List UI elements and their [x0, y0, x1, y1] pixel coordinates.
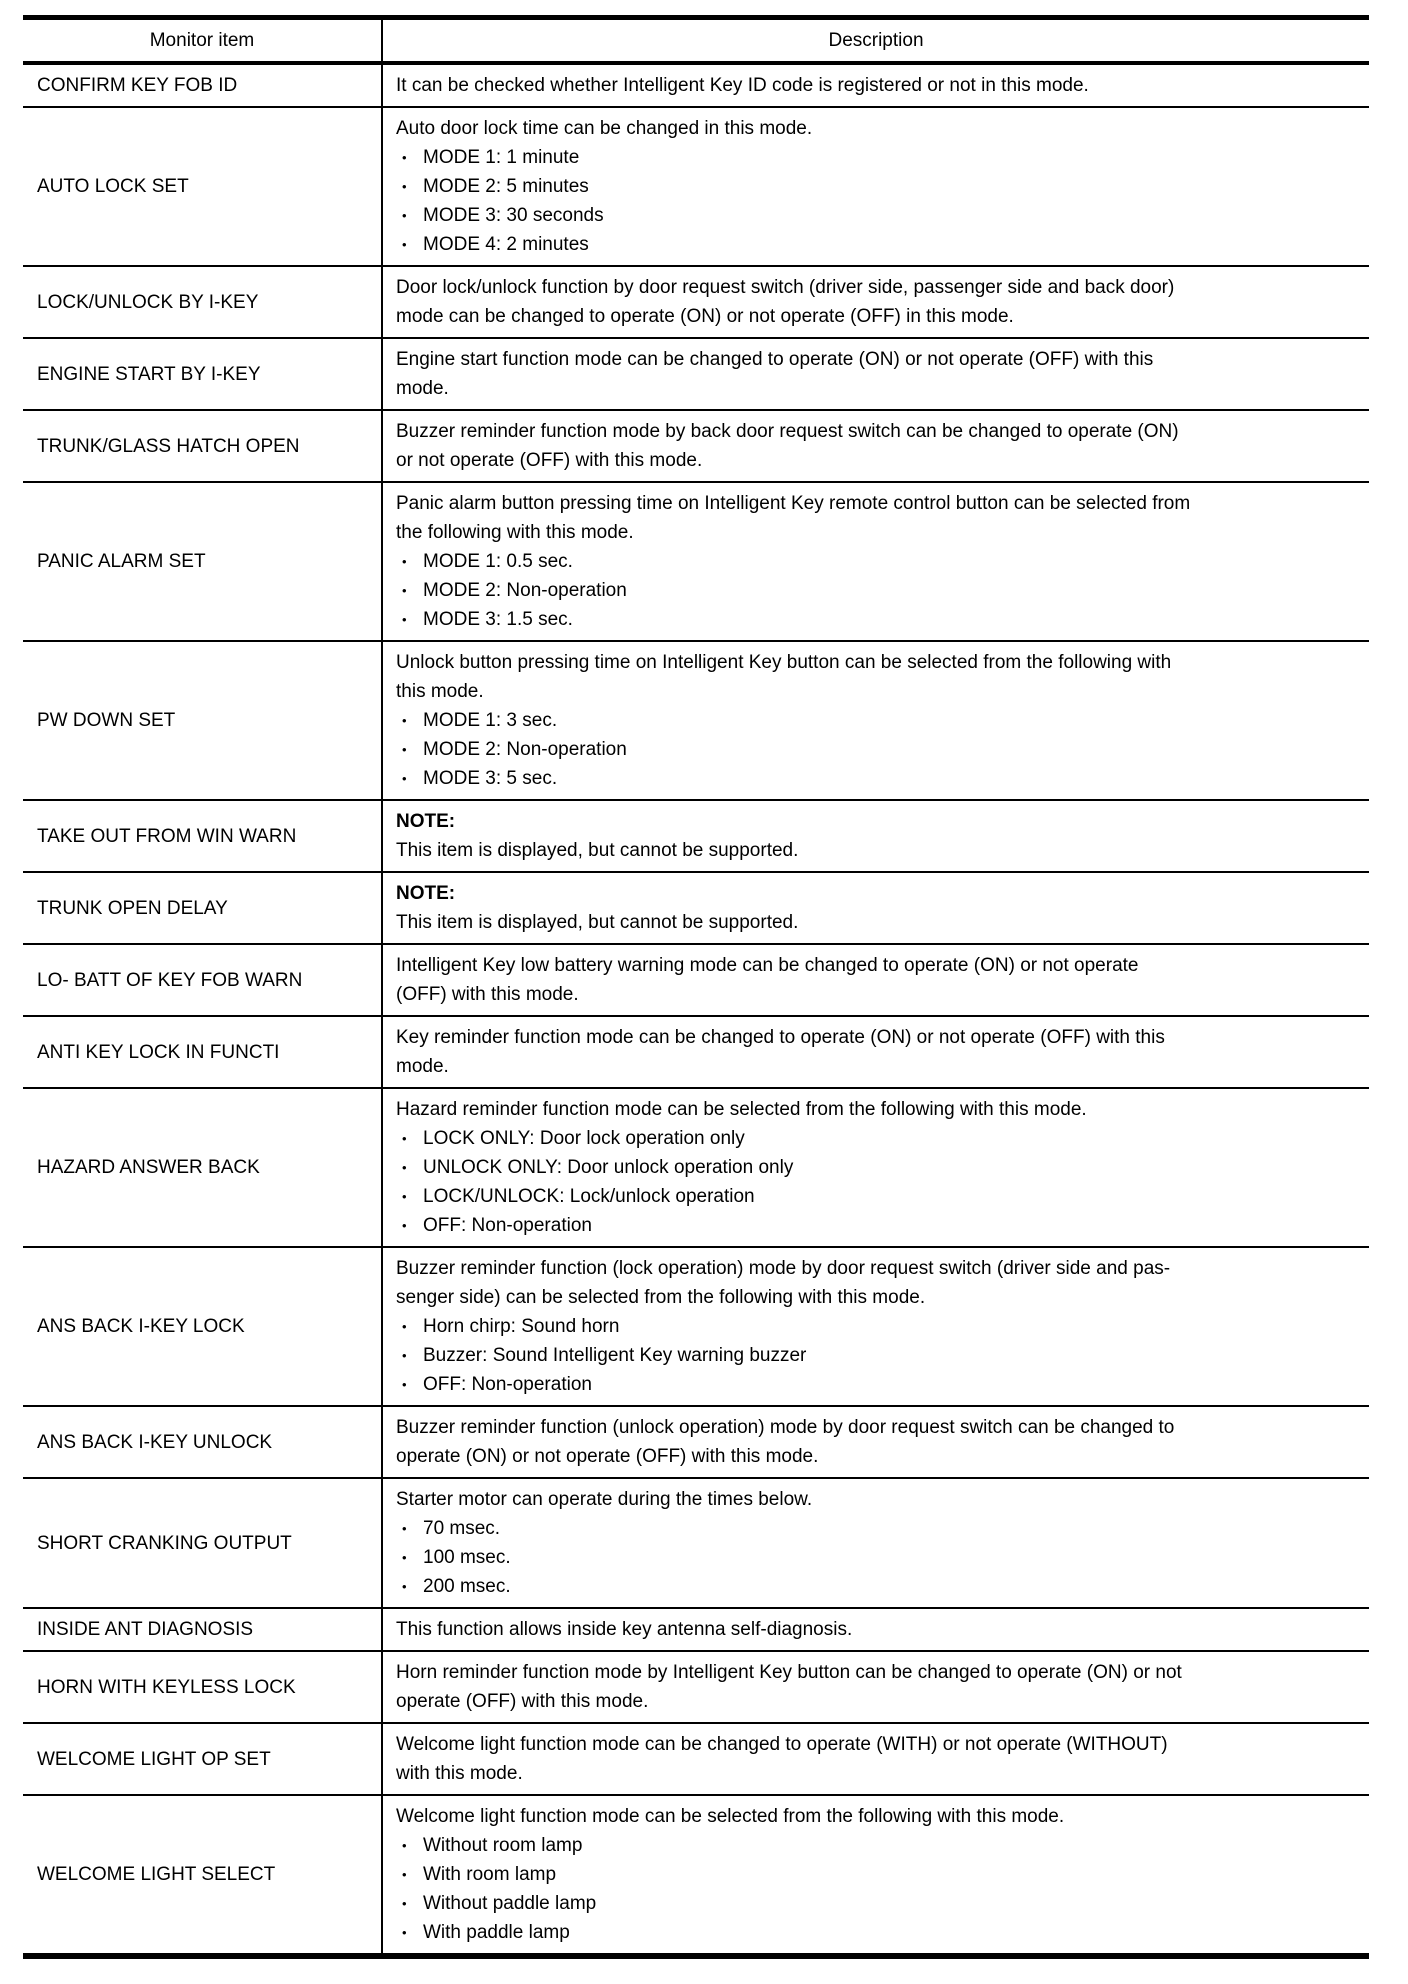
bullet-icon: • [402, 742, 407, 757]
description-cell [383, 801, 1369, 871]
description-line: Buzzer reminder function (unlock operation) mode by door request switch can be changed to [396, 1417, 1175, 1438]
description-line: or not operate (OFF) with this mode. [396, 450, 703, 471]
monitor-item-cell [23, 267, 383, 337]
bullet-text: MODE 2: Non-operation [423, 739, 627, 760]
bullet-icon: • [402, 1925, 407, 1940]
monitor-item-cell [23, 1017, 383, 1087]
table-header-row [23, 20, 1369, 65]
description-cell [383, 1407, 1369, 1477]
bullet-item [396, 143, 1361, 172]
monitor-item-cell [23, 1724, 383, 1794]
description-line: Welcome light function mode can be changed to operate (WITH) or not operate (WITHOUT) [396, 1734, 1168, 1755]
table-row [23, 873, 1369, 945]
bullet-item [396, 1341, 1361, 1370]
monitor-item-cell [23, 1479, 383, 1607]
description-line: Unlock button pressing time on Intelligent Key button can be selected from the following with [396, 652, 1172, 673]
monitor-item-cell [23, 945, 383, 1015]
description-cell [383, 339, 1369, 409]
monitor-items-table [23, 15, 1369, 1959]
bullet-text: LOCK/UNLOCK: Lock/unlock operation [423, 1186, 755, 1207]
description-cell [383, 1479, 1369, 1607]
monitor-item-label: AUTO LOCK SET [37, 176, 189, 197]
description-line: This item is displayed, but cannot be supported. [396, 840, 799, 861]
monitor-item-cell [23, 108, 383, 265]
description-line: senger side) can be selected from the following with this mode. [396, 1287, 926, 1308]
description-line: the following with this mode. [396, 522, 634, 543]
monitor-item-label: HORN WITH KEYLESS LOCK [37, 1676, 296, 1698]
bullet-icon: • [402, 1867, 407, 1882]
bullet-text: MODE 1: 0.5 sec. [423, 551, 573, 572]
bullet-item [396, 230, 1361, 259]
bullet-text: Horn chirp: Sound horn [423, 1316, 620, 1337]
bullet-icon: • [402, 1377, 407, 1392]
monitor-item-cell [23, 483, 383, 640]
description-line: Intelligent Key low battery warning mode can be changed to operate (ON) or not operate [396, 955, 1139, 976]
monitor-item-label: WELCOME LIGHT SELECT [37, 1864, 276, 1885]
monitor-item-cell [23, 1796, 383, 1953]
monitor-item-label: LOCK/UNLOCK BY I-KEY [37, 291, 259, 313]
table-row [23, 1248, 1369, 1407]
bullet-text: UNLOCK ONLY: Door unlock operation only [423, 1157, 794, 1178]
bullet-icon: • [402, 612, 407, 627]
bullet-text: MODE 3: 30 seconds [423, 205, 604, 226]
description-cell [383, 1724, 1369, 1794]
table-row [23, 1609, 1369, 1652]
table-row [23, 1407, 1369, 1479]
table-body [23, 65, 1369, 1953]
monitor-item-cell [23, 801, 383, 871]
bullet-item [396, 605, 1361, 634]
bullet-item [396, 764, 1361, 793]
description-line: this mode. [396, 681, 484, 702]
description-line: Horn reminder function mode by Intelligent Key button can be changed to operate (ON) or not [396, 1662, 1182, 1683]
bullet-item [396, 547, 1361, 576]
description-line: Engine start function mode can be changed to operate (ON) or not operate (OFF) with this [396, 349, 1154, 370]
bullet-icon: • [402, 554, 407, 569]
description-cell [383, 1796, 1369, 1953]
bullet-icon: • [402, 150, 407, 165]
table-row [23, 267, 1369, 339]
bullet-item [396, 576, 1361, 605]
bullet-icon: • [402, 583, 407, 598]
table-row [23, 411, 1369, 483]
bullet-icon: • [402, 237, 407, 252]
bullet-item [396, 735, 1361, 764]
description-line: Buzzer reminder function mode by back door request switch can be changed to operate (ON) [396, 421, 1179, 442]
bullet-icon: • [402, 1319, 407, 1334]
bullet-text: MODE 1: 3 sec. [423, 710, 558, 731]
bullet-icon: • [402, 1160, 407, 1175]
bullet-icon: • [402, 1838, 407, 1853]
monitor-item-label: ANS BACK I-KEY UNLOCK [37, 1431, 273, 1453]
description-line: Hazard reminder function mode can be selected from the following with this mode. [396, 1099, 1087, 1120]
monitor-item-cell [23, 1407, 383, 1477]
bullet-item [396, 1918, 1361, 1947]
description-line: Auto door lock time can be changed in this mode. [396, 118, 813, 139]
description-cell [383, 108, 1369, 265]
description-line: mode. [396, 1056, 449, 1077]
bullet-item [396, 1572, 1361, 1601]
description-cell [383, 1609, 1369, 1650]
monitor-item-cell [23, 411, 383, 481]
bullet-text: Buzzer: Sound Intelligent Key warning buzzer [423, 1345, 807, 1366]
table-row [23, 1796, 1369, 1953]
table-row [23, 1017, 1369, 1089]
description-line: operate (ON) or not operate (OFF) with this mode. [396, 1446, 819, 1467]
description-line: Panic alarm button pressing time on Intelligent Key remote control button can be selected from [396, 493, 1191, 514]
bullet-item [396, 172, 1361, 201]
bullet-icon: • [402, 1131, 407, 1146]
table-row [23, 483, 1369, 642]
bullet-icon: • [402, 1521, 407, 1536]
description-line: It can be checked whether Intelligent Key ID code is registered or not in this mode. [396, 75, 1089, 96]
description-header: Description [828, 30, 924, 51]
table-row [23, 1652, 1369, 1724]
description-cell [383, 642, 1369, 799]
monitor-item-label: TRUNK/GLASS HATCH OPEN [37, 435, 300, 457]
monitor-item-label: SHORT CRANKING OUTPUT [37, 1532, 292, 1554]
monitor-item-label: WELCOME LIGHT OP SET [37, 1748, 271, 1770]
description-cell [383, 65, 1369, 106]
monitor-item-label: TRUNK OPEN DELAY [37, 897, 228, 919]
bullet-text: OFF: Non-operation [423, 1374, 592, 1395]
description-cell [383, 1652, 1369, 1722]
bullet-text: 70 msec. [423, 1518, 501, 1539]
table-row [23, 339, 1369, 411]
bullet-item [396, 1831, 1361, 1860]
monitor-item-label: ANS BACK I-KEY LOCK [37, 1316, 245, 1337]
bullet-item [396, 1543, 1361, 1572]
bullet-icon: • [402, 1896, 407, 1911]
monitor-item-cell [23, 1652, 383, 1722]
description-line: Starter motor can operate during the times below. [396, 1489, 813, 1510]
monitor-item-cell [23, 642, 383, 799]
bullet-text: Without paddle lamp [423, 1893, 597, 1914]
description-line: (OFF) with this mode. [396, 984, 579, 1005]
bullet-text: MODE 4: 2 minutes [423, 234, 589, 255]
description-line: with this mode. [396, 1763, 523, 1784]
description-cell [383, 873, 1369, 943]
description-cell [383, 483, 1369, 640]
bullet-item [396, 706, 1361, 735]
bullet-icon: • [402, 1218, 407, 1233]
bullet-text: MODE 3: 5 sec. [423, 768, 558, 789]
bullet-icon: • [402, 1189, 407, 1204]
bullet-text: 200 msec. [423, 1576, 511, 1597]
description-cell [383, 1248, 1369, 1405]
bullet-text: With paddle lamp [423, 1922, 570, 1943]
description-line: operate (OFF) with this mode. [396, 1691, 649, 1712]
table-row [23, 642, 1369, 801]
bullet-text: LOCK ONLY: Door lock operation only [423, 1128, 745, 1149]
bullet-item [396, 1124, 1361, 1153]
bullet-item [396, 1860, 1361, 1889]
description-cell [383, 1017, 1369, 1087]
monitor-item-label: INSIDE ANT DIAGNOSIS [37, 1619, 254, 1640]
monitor-item-header: Monitor item [23, 20, 383, 61]
bullet-icon: • [402, 208, 407, 223]
bullet-item [396, 201, 1361, 230]
description-line: Buzzer reminder function (lock operation) mode by door request switch (driver side and pas- [396, 1258, 1171, 1279]
description-line: Welcome light function mode can be selected from the following with this mode. [396, 1806, 1065, 1827]
table-row [23, 1724, 1369, 1796]
bullet-text: Without room lamp [423, 1835, 583, 1856]
bullet-icon: • [402, 1550, 407, 1565]
bullet-icon: • [402, 713, 407, 728]
bullet-item [396, 1889, 1361, 1918]
description-line: This item is displayed, but cannot be supported. [396, 912, 799, 933]
note-label: NOTE: [396, 883, 456, 904]
monitor-item-cell [23, 339, 383, 409]
monitor-item-label: CONFIRM KEY FOB ID [37, 75, 238, 96]
table-row [23, 1089, 1369, 1248]
monitor-item-label: PW DOWN SET [37, 710, 176, 731]
description-line: Door lock/unlock function by door request switch (driver side, passenger side and back door) [396, 277, 1175, 298]
bullet-item [396, 1514, 1361, 1543]
bullet-item [396, 1182, 1361, 1211]
bullet-icon: • [402, 771, 407, 786]
bullet-item [396, 1153, 1361, 1182]
monitor-item-cell [23, 1609, 383, 1650]
monitor-item-label: LO- BATT OF KEY FOB WARN [37, 969, 303, 991]
table-row [23, 801, 1369, 873]
monitor-item-cell [23, 1089, 383, 1246]
table-row [23, 945, 1369, 1017]
table-row [23, 65, 1369, 108]
bullet-item [396, 1312, 1361, 1341]
bullet-item [396, 1370, 1361, 1399]
bullet-icon: • [402, 1348, 407, 1363]
note-label: NOTE: [396, 811, 456, 832]
monitor-item-label: ANTI KEY LOCK IN FUNCTI [37, 1041, 280, 1063]
table-row [23, 108, 1369, 267]
description-line: This function allows inside key antenna self-diagnosis. [396, 1619, 853, 1640]
bullet-icon: • [402, 179, 407, 194]
monitor-item-label: PANIC ALARM SET [37, 551, 206, 572]
description-line: mode. [396, 378, 449, 399]
description-cell [383, 411, 1369, 481]
description-cell [383, 1089, 1369, 1246]
bullet-text: MODE 3: 1.5 sec. [423, 609, 573, 630]
description-line: mode can be changed to operate (ON) or not operate (OFF) in this mode. [396, 306, 1014, 327]
monitor-item-label: ENGINE START BY I-KEY [37, 363, 261, 385]
monitor-item-label: TAKE OUT FROM WIN WARN [37, 825, 297, 847]
bullet-text: With room lamp [423, 1864, 557, 1885]
monitor-item-label: HAZARD ANSWER BACK [37, 1157, 260, 1178]
monitor-item-cell [23, 1248, 383, 1405]
bullet-text: MODE 2: Non-operation [423, 580, 627, 601]
monitor-item-cell [23, 65, 383, 106]
description-line: Key reminder function mode can be changed to operate (ON) or not operate (OFF) with this [396, 1027, 1165, 1048]
monitor-item-cell [23, 873, 383, 943]
bullet-text: 100 msec. [423, 1547, 511, 1568]
bullet-item [396, 1211, 1361, 1240]
description-cell [383, 267, 1369, 337]
description-cell [383, 945, 1369, 1015]
bullet-text: MODE 1: 1 minute [423, 147, 580, 168]
bullet-text: MODE 2: 5 minutes [423, 176, 589, 197]
bullet-icon: • [402, 1579, 407, 1594]
bullet-text: OFF: Non-operation [423, 1215, 592, 1236]
table-row [23, 1479, 1369, 1609]
